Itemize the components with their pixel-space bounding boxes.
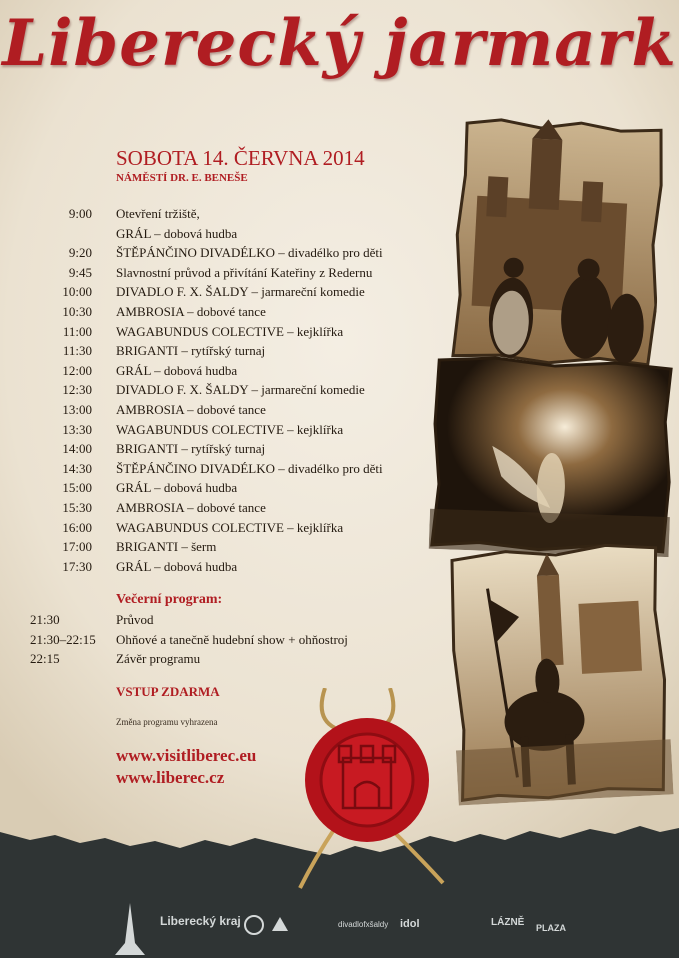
schedule-row <box>0 441 440 461</box>
photo-knight <box>445 540 673 806</box>
schedule-desc: GRÁL – dobová hudba <box>116 225 238 241</box>
event-date: SOBOTA 14. ČERVNA 2014 <box>116 146 365 170</box>
evening-row <box>0 632 440 652</box>
schedule-desc: AMBROSIA – dobové tance <box>116 303 266 319</box>
logo-plaza: PLAZA <box>536 923 566 933</box>
schedule-desc: BRIGANTI – rytířský turnaj <box>116 441 266 457</box>
schedule-row <box>0 382 440 402</box>
schedule-time: 13:30 <box>62 421 92 437</box>
schedule-row <box>0 402 440 422</box>
schedule-time: 9:20 <box>68 245 92 261</box>
admission-label: VSTUP ZDARMA <box>116 684 220 699</box>
schedule-time: 11:30 <box>62 343 92 359</box>
schedule-time: 13:00 <box>62 401 92 417</box>
schedule-row <box>0 539 440 559</box>
schedule-desc: ŠTĚPÁNČINO DIVADÉLKO – divadélko pro děti <box>116 460 383 476</box>
schedule-row <box>0 559 440 579</box>
evening-heading: Večerní program: <box>116 592 223 607</box>
schedule-row <box>0 284 440 304</box>
evening-time: 21:30–22:15 <box>30 631 96 647</box>
schedule-desc: Otevření tržiště, <box>116 206 200 221</box>
logo-liberecky-kraj: Liberecký kraj <box>160 914 241 928</box>
seal-logo-icon <box>244 915 264 935</box>
schedule-row <box>0 363 440 383</box>
schedule-row <box>0 500 440 520</box>
schedule-desc: ŠTĚPÁNČINO DIVADÉLKO – divadélko pro děti <box>116 245 383 261</box>
evening-row <box>0 651 440 671</box>
schedule-desc: GRÁL – dobová hudba <box>116 362 238 378</box>
evening-desc: Ohňové a tanečně hudební show + ohňostroj <box>116 631 348 647</box>
jested-icon <box>115 903 145 955</box>
schedule-list <box>0 206 440 578</box>
url-liberec[interactable]: www.liberec.cz <box>116 768 225 787</box>
schedule-row <box>0 265 440 285</box>
schedule-time: 12:00 <box>62 362 92 378</box>
evening-desc: Průvod <box>116 612 154 627</box>
photo-fire-show <box>429 354 676 557</box>
schedule-row <box>0 343 440 363</box>
evening-time: 22:15 <box>30 651 60 667</box>
schedule-row <box>0 520 440 540</box>
event-place: NÁMĚSTÍ DR. E. BENEŠE <box>116 172 248 184</box>
schedule-row <box>0 206 440 226</box>
schedule-row <box>0 304 440 324</box>
logo-idol: idol <box>400 918 420 930</box>
schedule-time: 17:00 <box>62 539 92 555</box>
schedule-desc: AMBROSIA – dobové tance <box>116 401 266 417</box>
schedule-time: 16:00 <box>62 519 92 535</box>
evening-time: 21:30 <box>30 612 60 627</box>
schedule-desc: Slavnostní průvod a přivítání Kateřiny z Redernu <box>116 264 373 280</box>
logo-divadlo: divadlofxšaldy <box>338 920 389 929</box>
photo-town-hall <box>449 115 667 370</box>
schedule-time: 9:00 <box>68 206 92 221</box>
url-visitliberec[interactable]: www.visitliberec.eu <box>116 746 257 765</box>
schedule-desc: BRIGANTI – rytířský turnaj <box>116 343 266 359</box>
schedule-desc: AMBROSIA – dobové tance <box>116 499 266 515</box>
schedule-time: 12:30 <box>62 382 92 398</box>
schedule-time: 10:30 <box>62 303 92 319</box>
schedule-row <box>0 461 440 481</box>
wax-seal-icon <box>295 688 445 898</box>
change-note: Změna programu vyhrazena <box>116 717 218 727</box>
schedule-time: 10:00 <box>62 284 92 300</box>
schedule-time: 17:30 <box>62 558 92 574</box>
schedule-time: 15:00 <box>62 480 92 496</box>
evening-list <box>0 612 440 671</box>
schedule-time: 14:00 <box>62 441 92 457</box>
schedule-desc: WAGABUNDUS COLECTIVE – kejklířka <box>116 519 344 535</box>
schedule-desc: WAGABUNDUS COLECTIVE – kejklířka <box>116 421 344 437</box>
schedule-time: 11:00 <box>62 323 92 339</box>
schedule-desc: WAGABUNDUS COLECTIVE – kejklířka <box>116 323 344 339</box>
schedule-desc: GRÁL – dobová hudba <box>116 558 238 574</box>
schedule-row <box>0 226 440 246</box>
schedule-time: 15:30 <box>62 499 92 515</box>
evening-row <box>0 612 440 632</box>
schedule-time: 9:45 <box>68 264 92 280</box>
schedule-desc: BRIGANTI – šerm <box>116 539 217 555</box>
sponsor-logos <box>0 895 679 955</box>
evening-desc: Závěr programu <box>116 651 201 667</box>
schedule-desc: GRÁL – dobová hudba <box>116 480 238 496</box>
logo-lazne: LÁZNĚ <box>491 917 525 928</box>
schedule-row <box>0 422 440 442</box>
schedule-time: 14:30 <box>62 460 92 476</box>
page-title: Liberecký jarmark <box>2 6 677 81</box>
schedule-desc: DIVADLO F. X. ŠALDY – jarmareční komedie <box>116 382 365 398</box>
triangle-logo-icon <box>272 917 288 931</box>
schedule-row <box>0 245 440 265</box>
schedule-desc: DIVADLO F. X. ŠALDY – jarmareční komedie <box>116 284 365 300</box>
schedule-row <box>0 480 440 500</box>
schedule-row <box>0 324 440 344</box>
